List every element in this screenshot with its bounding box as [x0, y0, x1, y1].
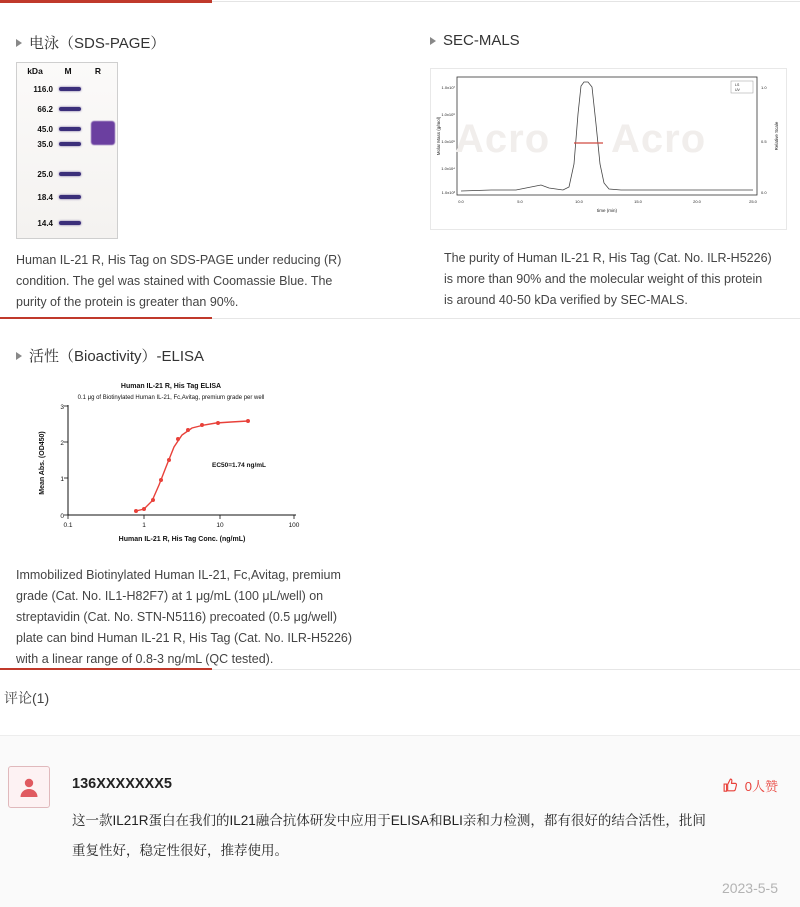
- svg-text:1: 1: [60, 476, 64, 483]
- top-accent-bar: [0, 0, 212, 3]
- comment-date: 2023-5-5: [721, 880, 778, 896]
- svg-text:10.0: 10.0: [575, 199, 583, 204]
- triangle-icon: [16, 352, 22, 360]
- comment-item: [0, 735, 800, 907]
- triangle-icon: [430, 37, 436, 45]
- section-bioactivity: [16, 345, 416, 366]
- svg-text:0.1 μg of Biotinylated Human I: 0.1 μg of Biotinylated Human IL-21, Fc,Avitag, premium grade per well: [77, 395, 265, 401]
- svg-text:1: 1: [142, 522, 146, 529]
- elisa-plot: [16, 375, 326, 555]
- sds-page-gel-image: [16, 62, 118, 239]
- svg-text:3: 3: [60, 404, 64, 411]
- gel-band-marker: [59, 127, 81, 131]
- svg-text:1.0x10⁵: 1.0x10⁵: [441, 139, 455, 144]
- svg-text:15.0: 15.0: [634, 199, 642, 204]
- svg-text:Human IL-21 R, His Tag ELISA: Human IL-21 R, His Tag ELISA: [120, 383, 222, 390]
- gel-header-kda: kDa: [27, 66, 43, 76]
- gel-marker-label: 35.0: [37, 140, 53, 149]
- avatar: [8, 766, 50, 808]
- svg-text:Mean Abs. (OD450): Mean Abs. (OD450): [39, 431, 46, 495]
- svg-text:Human IL-21 R, His Tag Conc. (: Human IL-21 R, His Tag Conc. (ng/mL): [118, 536, 246, 543]
- sec-mals-title-text: SEC-MALS: [443, 32, 520, 49]
- sec-mals-caption: The purity of Human IL-21 R, His Tag (Cat. No. ILR-H5226) is more than 90% and the molecular weight of this protein is around 40-50 kDa verified by SEC-MALS.: [444, 251, 772, 307]
- gel-lane-headers: [17, 66, 117, 76]
- gel-band-marker: [59, 107, 81, 111]
- svg-text:1.0x10⁶: 1.0x10⁶: [441, 112, 455, 117]
- gel-marker-label: 14.4: [37, 219, 53, 228]
- sds-page-caption: Human IL-21 R, His Tag on SDS-PAGE under reducing (R) condition. The gel was stained with Coomassie Blue. The purity of the protein is greater than 90%.: [16, 253, 342, 309]
- gel-marker-label: 25.0: [37, 170, 53, 179]
- svg-text:EC50=1.74 ng/mL: EC50=1.74 ng/mL: [212, 462, 267, 469]
- svg-text:0.0: 0.0: [458, 199, 464, 204]
- sec-mals-chart: [430, 68, 787, 230]
- sds-page-title-text: 电泳（SDS-PAGE）: [29, 35, 166, 52]
- svg-text:0: 0: [60, 513, 64, 520]
- comments-heading: 评论(1): [4, 690, 50, 706]
- section-divider-accent: [0, 317, 212, 319]
- gel-marker-label: 45.0: [37, 125, 53, 134]
- watermark-text: Acro: [611, 117, 707, 161]
- svg-text:20.0: 20.0: [693, 199, 701, 204]
- svg-text:1.0x10⁷: 1.0x10⁷: [441, 85, 455, 90]
- svg-text:100: 100: [288, 522, 300, 529]
- svg-text:0.5: 0.5: [761, 139, 767, 144]
- gel-band-sample: [91, 121, 115, 145]
- svg-text:5.0: 5.0: [517, 199, 523, 204]
- svg-text:Molar Mass (g/mol): Molar Mass (g/mol): [436, 116, 441, 156]
- svg-text:LS: LS: [735, 83, 740, 87]
- svg-text:2: 2: [60, 440, 64, 447]
- section-divider-accent: [0, 668, 212, 670]
- elisa-chart: [16, 375, 326, 560]
- like-count: 0人赞: [744, 779, 778, 794]
- svg-text:0.0: 0.0: [761, 190, 767, 195]
- section-sds-page: [16, 32, 396, 53]
- section-sec-mals: [430, 32, 780, 49]
- gel-band-marker: [59, 87, 81, 91]
- user-icon: [17, 775, 41, 799]
- svg-text:10: 10: [216, 522, 224, 529]
- svg-text:1.0x10⁴: 1.0x10⁴: [441, 166, 455, 171]
- svg-text:0.1: 0.1: [63, 522, 73, 529]
- sec-mals-title: [430, 32, 780, 49]
- gel-band-marker: [59, 195, 81, 199]
- like-button[interactable]: [722, 776, 778, 795]
- gel-band-marker: [59, 221, 81, 225]
- svg-text:25.0: 25.0: [749, 199, 757, 204]
- gel-band-marker: [59, 142, 81, 146]
- gel-header-m: M: [64, 66, 72, 76]
- gel-marker-label: 66.2: [37, 105, 53, 114]
- gel-marker-label: 18.4: [37, 193, 53, 202]
- watermark-text: Acro: [455, 117, 551, 161]
- svg-text:Relative Scale: Relative Scale: [774, 121, 779, 151]
- bioactivity-caption: Immobilized Biotinylated Human IL-21, Fc,Avitag, premium grade (Cat. No. IL1-H82F7) at 1 μg/mL (100 μL/well) on streptavidin (Cat. No. STN-N5116) precoated (0.5 μg/well) plate can bind Human IL-21 R, His Tag (Cat. No. ILR-H5226) with a linear range of 0.8-3 ng/mL (QC tested).: [16, 568, 353, 666]
- gel-marker-label: 116.0: [33, 85, 53, 94]
- comment-username: 136XXXXXXX5: [72, 776, 172, 792]
- sds-page-title: [16, 32, 396, 53]
- bioactivity-title: [16, 345, 416, 366]
- svg-text:1.0x10³: 1.0x10³: [441, 190, 455, 195]
- svg-text:UV: UV: [735, 88, 740, 92]
- thumbs-up-icon[interactable]: [722, 777, 739, 794]
- bioactivity-title-text: 活性（Bioactivity）-ELISA: [29, 348, 205, 365]
- comment-text: 这一款IL21R蛋白在我们的IL21融合抗体研发中应用于ELISA和BLI亲和力检测，都有很好的结合活性，批间重复性好，稳定性很好，推荐使用。: [72, 813, 706, 858]
- svg-text:time (min): time (min): [597, 208, 617, 213]
- gel-band-marker: [59, 172, 81, 176]
- svg-text:1.0: 1.0: [761, 85, 767, 90]
- gel-header-r: R: [94, 66, 102, 76]
- triangle-icon: [16, 39, 22, 47]
